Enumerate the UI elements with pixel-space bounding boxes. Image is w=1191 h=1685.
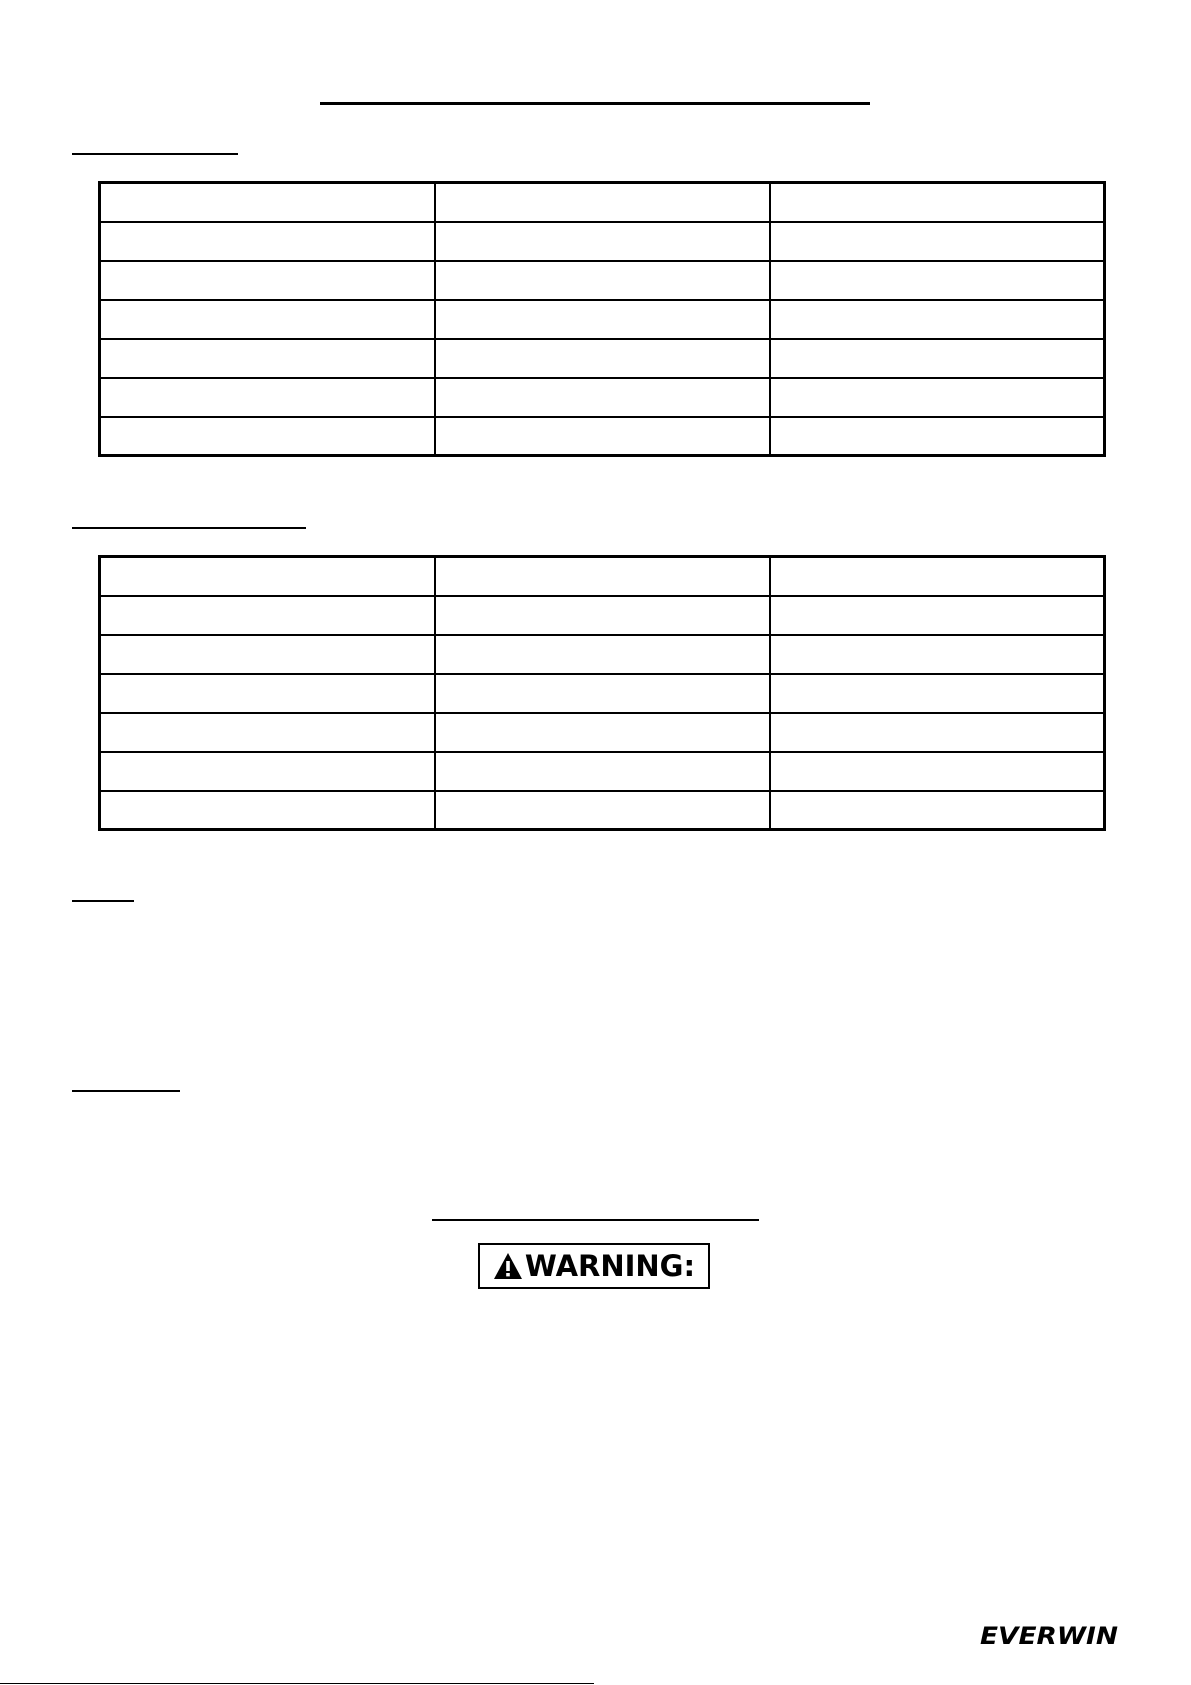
table_1-cell: [100, 300, 435, 339]
table_1-cell: [100, 222, 435, 261]
table_1-cell: [100, 261, 435, 300]
table_2-row: [100, 791, 1105, 830]
table_1-cell: [100, 339, 435, 378]
table_1-cell: [435, 183, 770, 222]
everwin-logo: [980, 1622, 1120, 1648]
section-3-heading-underline: [72, 900, 134, 902]
table_2-cell: [770, 752, 1105, 791]
table_2-cell: [435, 752, 770, 791]
table_2-row: [100, 635, 1105, 674]
table_2-cell: [770, 596, 1105, 635]
table-2-body: [100, 557, 1105, 830]
table_2-row: [100, 752, 1105, 791]
section-1-heading-underline: [72, 153, 238, 155]
table_1-row: [100, 300, 1105, 339]
table_1-cell: [435, 417, 770, 456]
table_2-cell: [435, 791, 770, 830]
table_1-cell: [770, 417, 1105, 456]
table_1-row: [100, 417, 1105, 456]
table-1-body: [100, 183, 1105, 456]
table_2-cell: [435, 674, 770, 713]
table_1-cell: [100, 183, 435, 222]
table_2-row: [100, 557, 1105, 596]
table_1-cell: [770, 300, 1105, 339]
table_1-cell: [435, 339, 770, 378]
table_2-cell: [100, 752, 435, 791]
table_2-cell: [435, 596, 770, 635]
table_2-cell: [435, 557, 770, 596]
table_1-cell: [100, 378, 435, 417]
warning-label: WARNING:: [524, 1248, 696, 1283]
table_1-cell: [770, 261, 1105, 300]
table_1-cell: [770, 183, 1105, 222]
table_2-cell: [770, 635, 1105, 674]
section-2-heading-underline: [72, 527, 306, 529]
specification-table-1: [98, 181, 1106, 457]
table_2-cell: [100, 713, 435, 752]
table_2-cell: [435, 635, 770, 674]
table_1-cell: [435, 378, 770, 417]
table_1-row: [100, 339, 1105, 378]
table_2-cell: [770, 713, 1105, 752]
table_2-cell: [100, 635, 435, 674]
warning-triangle-icon: [493, 1252, 523, 1280]
table_2-cell: [770, 557, 1105, 596]
table_1-cell: [770, 339, 1105, 378]
logo-text: EVERWIN: [980, 1622, 1118, 1648]
table_2-cell: [770, 791, 1105, 830]
table_1-cell: [770, 378, 1105, 417]
table_2-row: [100, 674, 1105, 713]
table_1-cell: [100, 417, 435, 456]
title-underline: [320, 102, 870, 105]
page-bottom-rule: [0, 1683, 594, 1684]
section-4-heading-underline: [72, 1090, 180, 1092]
table_1-row: [100, 222, 1105, 261]
table_1-cell: [435, 222, 770, 261]
table_2-cell: [100, 596, 435, 635]
safety-heading-underline: [432, 1219, 759, 1221]
table_2-cell: [100, 557, 435, 596]
warning-badge: [478, 1243, 710, 1289]
specification-table-2: [98, 555, 1106, 831]
table_2-row: [100, 596, 1105, 635]
table_2-cell: [100, 674, 435, 713]
table_1-cell: [435, 261, 770, 300]
table_1-cell: [435, 300, 770, 339]
table_1-row: [100, 261, 1105, 300]
table_1-row: [100, 183, 1105, 222]
table_2-cell: [100, 791, 435, 830]
table_2-row: [100, 713, 1105, 752]
table_2-cell: [770, 674, 1105, 713]
table_1-row: [100, 378, 1105, 417]
table_2-cell: [435, 713, 770, 752]
table_1-cell: [770, 222, 1105, 261]
